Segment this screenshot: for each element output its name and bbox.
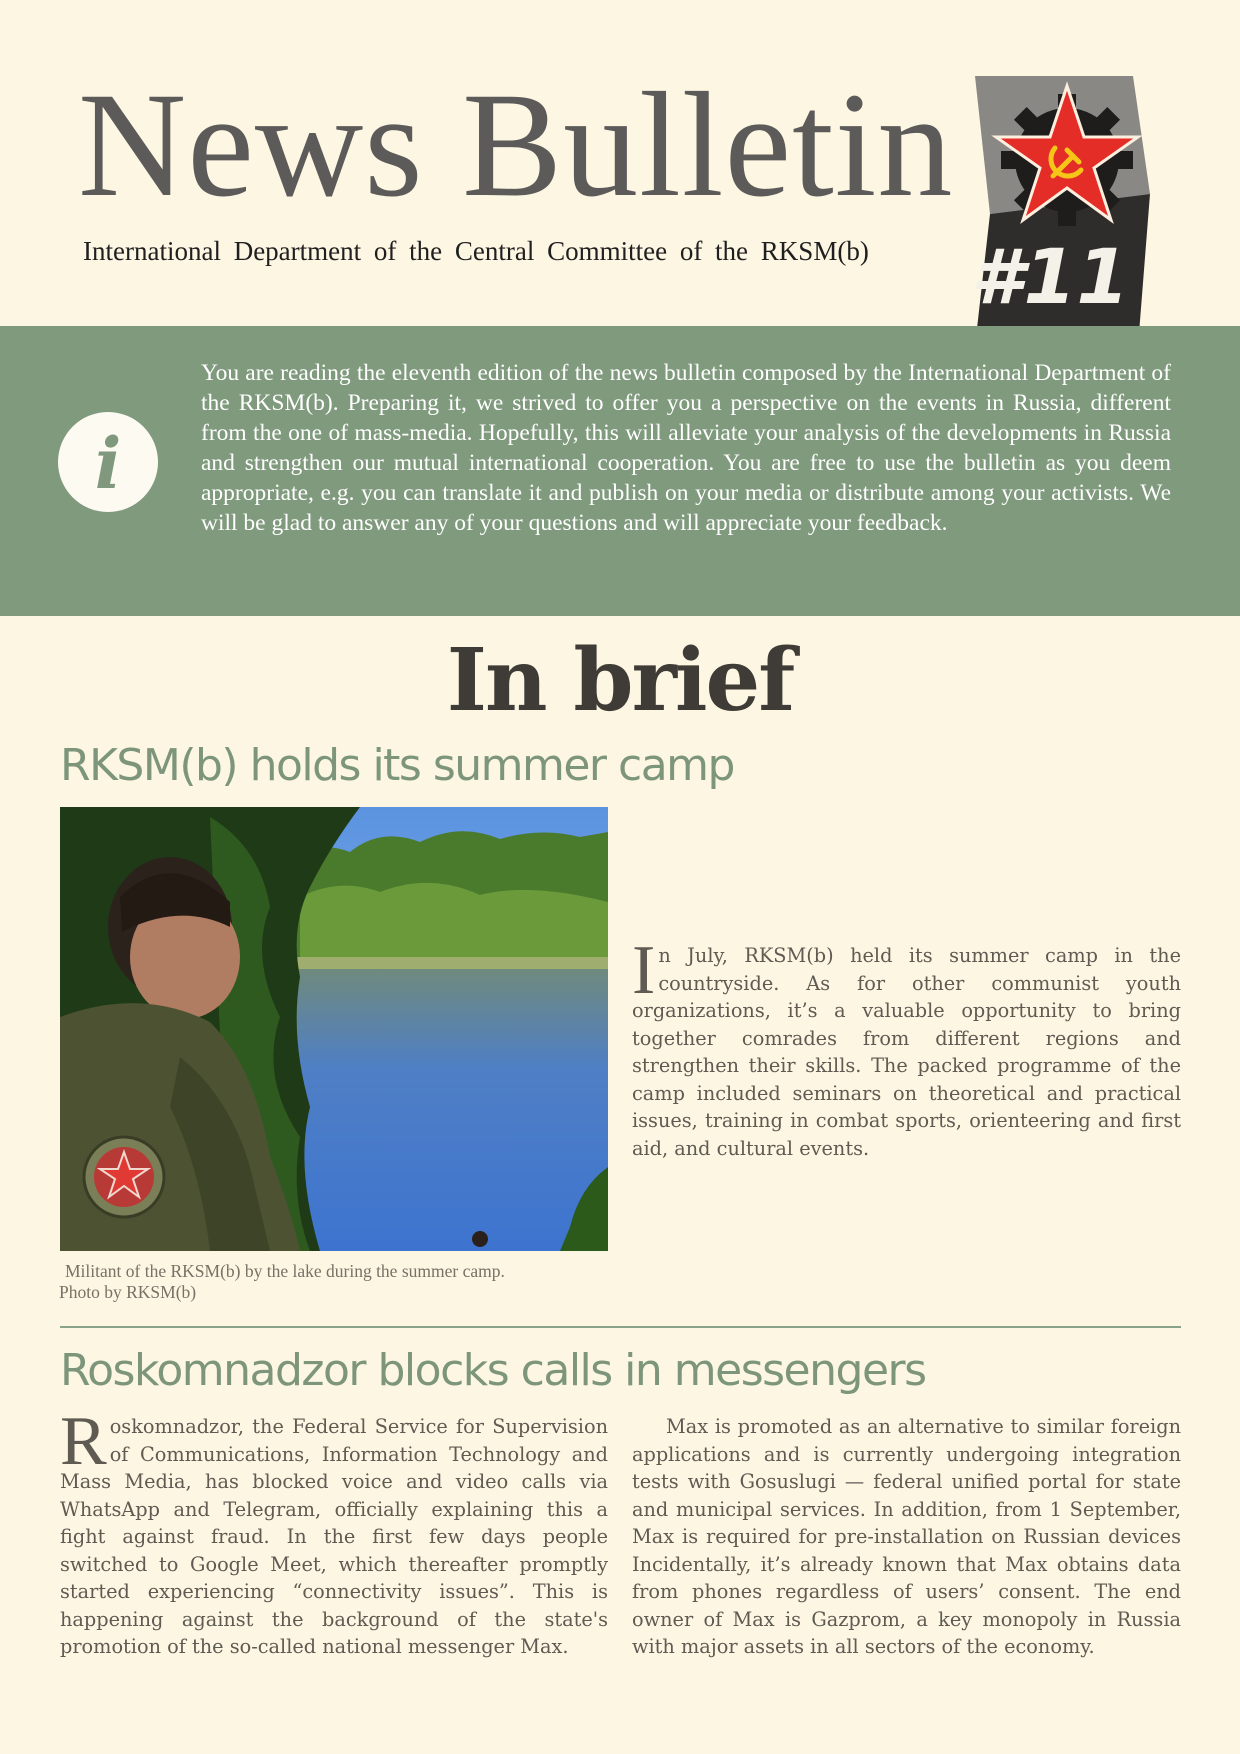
article-title-summer-camp: RKSM(b) holds its summer camp: [60, 740, 734, 791]
section-divider: [60, 1326, 1181, 1328]
intro-text: You are reading the eleventh edition of the news bulletin composed by the International Department of the RKSM(b). Preparing it, we strived to offer you a perspective on the events in Russia, different from the one of mass-media. Hopefully, this will alleviate your analysis of the developments in Russia and strengthen our mutual international cooperation. You are free to use the bulletin as you deem appropriate, e.g. you can translate it and publish on your media or distribute among your activists. We will be glad to answer any of your questions and will appreciate your feedback.: [201, 360, 1171, 536]
info-icon: i: [58, 412, 158, 512]
article-body-roskomnadzor-col2: [632, 1413, 1181, 1661]
photo-credit: Photo by RKSM(b): [59, 1282, 197, 1302]
article-body-text: n July, RKSM(b) held its summer camp in the countryside. As for other communist youth organizations, it’s a valuable opportunity to bring together comrades from different regions and strengthen their skills. The packed programme of the camp included seminars on theoretical and practical issues, training in combat sports, orienteering and first aid, and cultural events.: [632, 944, 1181, 1160]
summer-camp-photo: [60, 807, 608, 1251]
drop-cap: R: [60, 1403, 107, 1480]
issue-number: #11: [970, 232, 1130, 321]
article-body-text: Max is promoted as an alternative to similar foreign applications and is currently undergoing integration tests with Gosuslugi — federal unified portal for state and municipal services. In addition, from 1 September, Max is required for pre-installation on Russian devices Incidentally, it’s already known that Max obtains data from phones regardless of users’ consent. The end owner of Max is Gazprom, a key monopoly in Russia with major assets in all sectors of the economy.: [632, 1415, 1181, 1658]
photo-caption-text: Militant of the RKSM(b) by the lake during the summer camp.: [65, 1261, 505, 1281]
section-heading: In brief: [446, 630, 794, 731]
masthead-subtitle: International Department of the Central Committee of the RKSM(b): [83, 236, 869, 266]
drop-cap: I: [632, 932, 656, 1009]
article-title-roskomnadzor: Roskomnadzor blocks calls in messengers: [60, 1345, 926, 1396]
article-body-summer-camp: [632, 932, 1181, 1162]
masthead-title: News Bulletin: [78, 62, 954, 228]
photo-caption: [59, 1261, 619, 1303]
issue-badge: [970, 74, 1168, 350]
article-body-roskomnadzor-col1: [60, 1403, 608, 1661]
article-body-text: oskomnadzor, the Federal Service for Supervision of Communications, Information Technology and Mass Media, has blocked voice and video calls via WhatsApp and Telegram, officially explaining this a fight against fraud. In the first few days people switched to Google Meet, which thereafter promptly started experiencing “connectivity issues”. This is happening against the background of the state's promotion of the so-called national messenger Max.: [60, 1415, 608, 1658]
